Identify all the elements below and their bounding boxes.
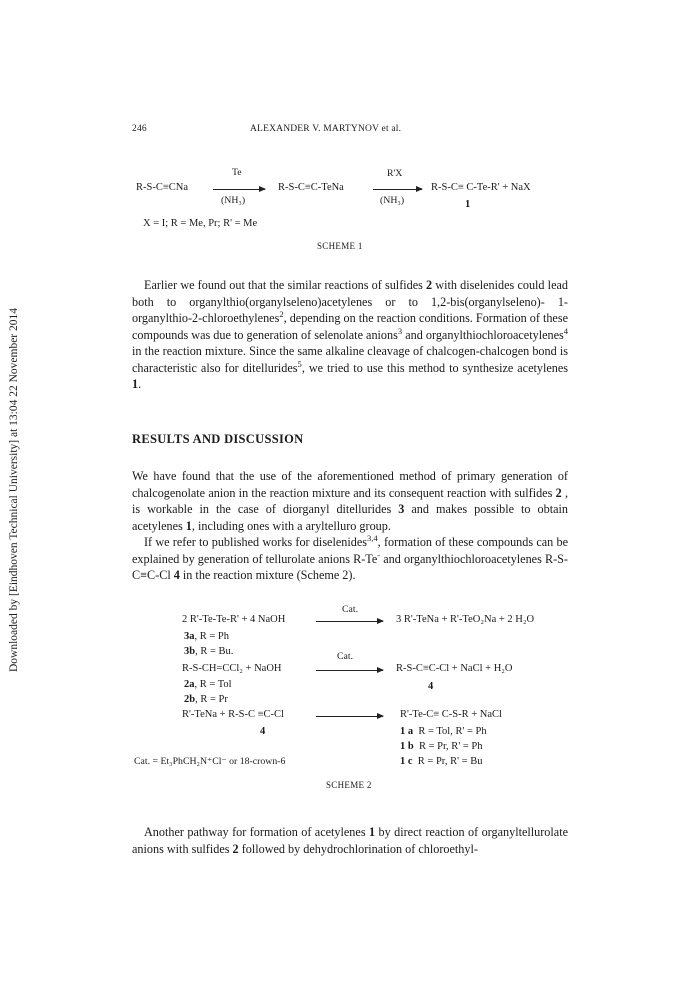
scheme2-r3-item-text: R = Tol, R' = Ph — [418, 726, 487, 737]
p4-bold-a: 1 — [369, 825, 376, 839]
scheme2-r1-cat: Cat. — [342, 604, 359, 615]
scheme1-caption: SCHEME 1 — [317, 241, 363, 251]
scheme2-r3-right: R'-Te-C≡ C-S-R + NaCl — [400, 709, 502, 720]
p2-text-c: and makes possible to obtain acetylenes — [132, 502, 568, 533]
p2-text-a: We have found that the use of the aforementioned method of primary generation of chalcogenolate anion in the reaction mixture and its consequent reaction with sulfides — [132, 469, 568, 500]
scheme1-arrow-1 — [213, 189, 265, 190]
p4-text-a: Another pathway for formation of acetylenes — [144, 825, 369, 839]
scheme1-conditions: X = I; R = Me, Pr; R' = Me — [143, 218, 258, 229]
scheme2-r3-item-1a — [400, 726, 487, 737]
scheme1-reagent1-bottom: (NH₃) — [221, 195, 246, 206]
p2-bold-b: 3 — [398, 502, 405, 516]
scheme2-r3-item-text: R = Pr, R' = Bu — [417, 756, 483, 767]
p1-bold-a: 2 — [426, 278, 433, 292]
scheme2-r3-left: R'-TeNa + R-S-C ≡C-Cl — [182, 709, 284, 720]
p2-text-b: , is workable in the case of diorganyl ditellurides — [132, 485, 568, 516]
paragraph-intro — [132, 277, 568, 393]
p1-bold-f: 1 — [132, 377, 139, 391]
p1-text-c: , depending on the reaction conditions. Formation of these compounds was due to generation of selenolate anions — [132, 311, 568, 342]
p1-text-a: Earlier we found out that the similar reactions of sulfides — [144, 278, 427, 292]
scheme2-r2-sub2-text: , R = Pr — [195, 694, 228, 705]
scheme2-arrow-2 — [316, 670, 383, 671]
scheme2-r1-right: 3 R'-TeNa + R'-TeO₂Na + 2 H₂O — [396, 614, 535, 625]
scheme2-r2-right: R-S-C≡C-Cl + NaCl + H₂O — [396, 663, 513, 674]
p4-text-b: by direct reaction of organyltellurolate anions with sulfides — [132, 825, 568, 856]
scheme2-arrow-3 — [316, 716, 383, 717]
scheme1-product-number: 1 — [465, 199, 471, 210]
scheme2-r3-item-1c — [400, 756, 482, 767]
p3-text-c: and organylthiochloroacetylenes R-S-C≡C-Cl — [132, 551, 568, 582]
p4-text-c: followed by dehydrochlorination of chloroethyl- — [238, 841, 478, 856]
scheme2-r2-cat: Cat. — [337, 651, 354, 662]
scheme2-r2-sub1-label: 2a — [184, 679, 195, 690]
p1-sup-e: 5 — [297, 358, 302, 369]
p3-bold-c: 4 — [173, 568, 180, 582]
scheme1-intermediate: R-S-C≡C-TeNa — [278, 182, 344, 193]
scheme2-r3-left-number: 4 — [260, 726, 266, 737]
p3-text-d: in the reaction mixture (Scheme 2). — [179, 568, 356, 582]
p1-text-b: with diselenides could lead both to organylthio(organylseleno)acetylenes or to 1,2-bis(organylseleno)- 1-organylthio-2-chloroethylenes — [132, 278, 568, 325]
scheme1-reactant: R-S-C≡CNa — [136, 182, 189, 193]
p3-sup-b: - — [377, 549, 381, 560]
p1-sup-b: 2 — [279, 308, 284, 319]
scheme1-arrow-2 — [373, 189, 422, 190]
p3-sup-a: 3,4 — [367, 532, 378, 543]
scheme2-r2-sub2 — [184, 694, 228, 705]
scheme1-reagent2-top: R'X — [387, 168, 403, 179]
scheme2-r2-sub2-label: 2b — [184, 694, 196, 705]
scheme1-reagent1-top: Te — [232, 167, 242, 178]
p4-bold-b: 2 — [232, 841, 239, 856]
scheme2-r3-item-label: 1 b — [400, 741, 414, 752]
scheme2-r2-left: R-S-CH=CCl₂ + NaOH — [182, 663, 282, 674]
scheme2-cat-definition: Cat. = Et₃PhCH₂N⁺Cl⁻ or 18-crown-6 — [134, 756, 286, 767]
paragraph-results — [132, 468, 568, 584]
p1-sup-d: 4 — [563, 325, 569, 336]
scheme2-r3-item-label: 1 a — [400, 726, 414, 737]
scheme2-r3-item-label: 1 c — [400, 756, 413, 767]
p2-bold-c: 1 — [185, 518, 192, 533]
scheme2-caption: SCHEME 2 — [326, 780, 372, 790]
section-heading: RESULTS AND DISCUSSION — [132, 432, 304, 446]
scheme2-r3-item-1b — [400, 741, 482, 752]
running-title: ALEXANDER V. MARTYNOV et al. — [250, 124, 402, 134]
paragraph-pathway — [132, 824, 568, 857]
scheme2-r1-sub1-text: , R = Ph — [194, 631, 230, 642]
scheme2-r1-sub2 — [184, 646, 233, 657]
scheme2-r1-sub2-text: , R = Bu. — [195, 646, 234, 657]
p1-text-g: . — [138, 377, 142, 391]
p1-text-d: and organylthiochloroacetylenes — [402, 327, 564, 342]
p3-text-b: , formation of these compounds can be explained by generation of tellurolate anions R-Te — [132, 535, 568, 566]
p3-text-a: If we refer to published works for diselenides — [144, 535, 367, 549]
scheme2-r2-sub1-text: , R = Tol — [194, 679, 232, 690]
scheme2-r1-sub1 — [184, 631, 229, 642]
scheme2-r1-sub2-label: 3b — [184, 646, 196, 657]
scheme2-r2-product-number: 4 — [428, 681, 434, 692]
p2-text-d: , including ones with a aryltelluro group. — [191, 518, 391, 533]
scheme2-r2-sub1 — [184, 679, 232, 690]
scheme2-r3-item-text: R = Pr, R' = Ph — [418, 741, 483, 752]
download-notice-text: Downloaded by [Eindhoven Technical University] at 13:04 22 November 2014 — [8, 307, 20, 673]
scheme2-arrow-1 — [316, 621, 383, 622]
scheme2-r1-sub1-label: 3a — [184, 631, 195, 642]
p1-text-f: , we tried to use this method to synthesize acetylenes — [301, 360, 568, 375]
p1-text-e: in the reaction mixture. Since the same alkaline cleavage of chalcogen-chalcogen bond is characteristic also for ditellurides — [132, 344, 568, 375]
scheme1-product: R-S-C≡ C-Te-R' + NaX — [431, 182, 531, 193]
scheme1-reagent2-bottom: (NH₃) — [380, 195, 405, 206]
p2-bold-a: 2 — [555, 485, 562, 500]
page-number: 246 — [132, 124, 147, 134]
p1-sup-c: 3 — [397, 325, 403, 336]
scheme2-r1-left: 2 R'-Te-Te-R' + 4 NaOH — [182, 614, 286, 625]
